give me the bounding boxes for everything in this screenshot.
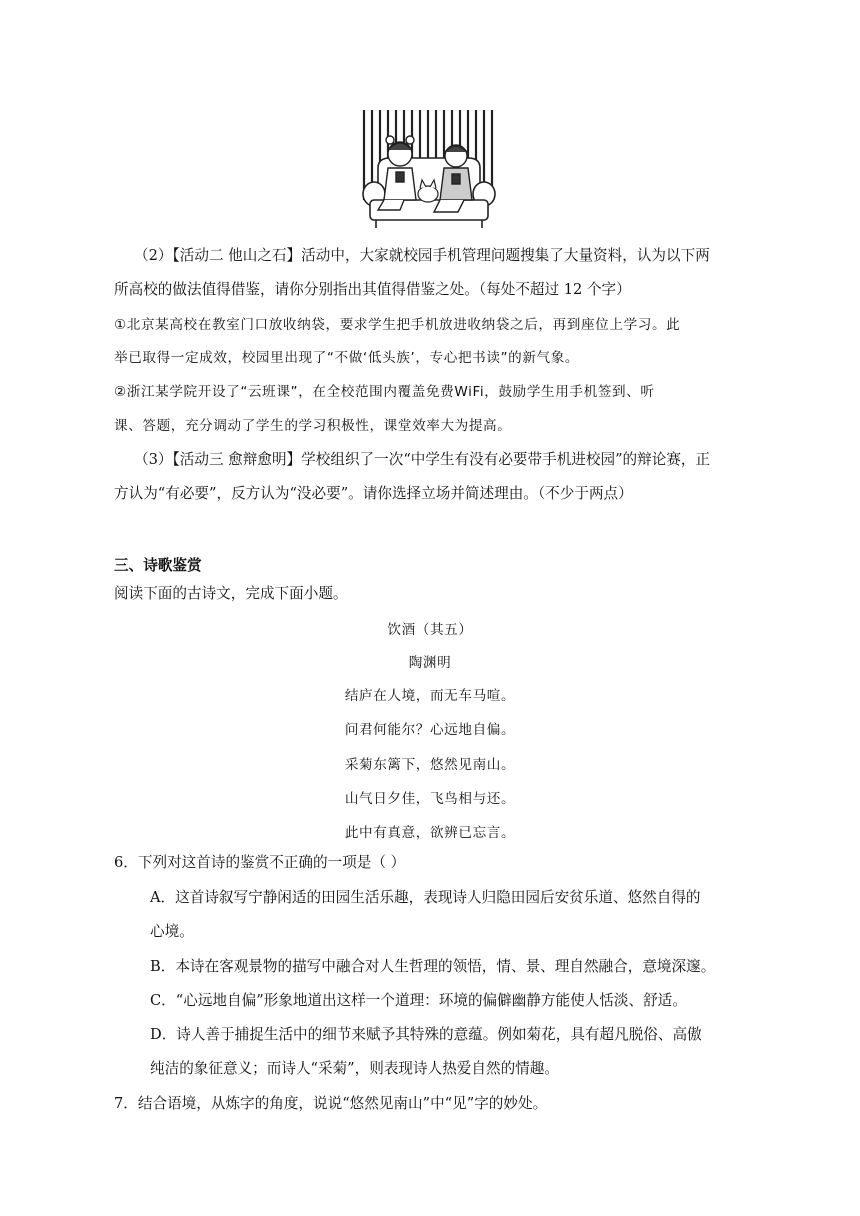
poem-line: 问君何能尔？心远地自偏。 — [344, 722, 516, 738]
q6-stem: 6．下列对这首诗的鉴赏不正确的一项是（ ） — [114, 854, 406, 871]
poem-line: 结庐在人境，而无车马喧。 — [344, 688, 516, 704]
poem-author: 陶渊明 — [408, 655, 452, 671]
poem-title: 饮酒（其五） — [387, 622, 473, 638]
activity2-case2-line2: 课、答题，充分调动了学生的学习积极性，课堂效率大为提高。 — [114, 418, 512, 434]
q6-option-a-line1: A．这首诗叙写宁静闲适的田园生活乐趣，表现诗人归隐田园后安贫乐道、悠然自得的 — [150, 889, 701, 906]
section3-heading: 三、诗歌鉴赏 — [114, 557, 202, 574]
activity2-line2: 所高校的做法值得借鉴，请你分别指出其值得借鉴之处。（每处不超过 12 个字） — [114, 281, 631, 298]
q6-option-c: C．“心远地自偏”形象地道出这样一个道理：环境的偏僻幽静方能使人恬淡、舒适。 — [150, 992, 687, 1009]
poem-line: 山气日夕佳，飞鸟相与还。 — [344, 791, 516, 807]
q7-stem: 7．结合语境，从炼字的角度，说说“悠然见南山”中“见”字的妙处。 — [114, 1095, 548, 1112]
activity3-line2: 方认为“有必要”，反方认为“没必要”。请你选择立场并简述理由。（不少于两点） — [114, 485, 633, 502]
activity3-line1: （3）【活动三 愈辩愈明】学校组织了一次“中学生有没有必要带手机进校园”的辩论赛，正 — [134, 451, 711, 468]
q6-option-d-line2: 纯洁的象征意义；而诗人“采菊”，则表现诗人热爱自然的情趣。 — [150, 1060, 559, 1077]
q6-option-b: B．本诗在客观景物的描写中融合对人生哲理的领悟，情、景、理自然融合，意境深邃。 — [150, 958, 716, 975]
poem-line: 采菊东篱下，悠然见南山。 — [344, 757, 516, 773]
activity2-case1-line1: ①北京某高校在教室门口放收纳袋，要求学生把手机放进收纳袋之后，再到座位上学习。此 — [114, 317, 681, 333]
activity2-case1-line2: 举已取得一定成效，校园里出现了“不做‘低头族’，专心把书读”的新气象。 — [114, 350, 580, 366]
activity2-case2-line1: ②浙江某学院开设了“云班课”，在全校范围内覆盖免费WiFi，鼓励学生用手机签到、听 — [114, 384, 655, 400]
section3-instruction: 阅读下面的古诗文，完成下面小题。 — [114, 585, 348, 602]
q6-option-d-line1: D．诗人善于捕捉生活中的细节来赋予其特殊的意蕴。例如菊花，具有超凡脱俗、高傲 — [150, 1026, 702, 1043]
q6-option-a-line2: 心境。 — [150, 923, 194, 940]
activity2-line1: （2）【活动二 他山之石】活动中，大家就校园手机管理问题搜集了大量资料，认为以下两 — [134, 247, 710, 264]
poem-line: 此中有真意，欲辨已忘言。 — [344, 825, 516, 841]
illustration-children-on-sofa — [360, 110, 497, 232]
